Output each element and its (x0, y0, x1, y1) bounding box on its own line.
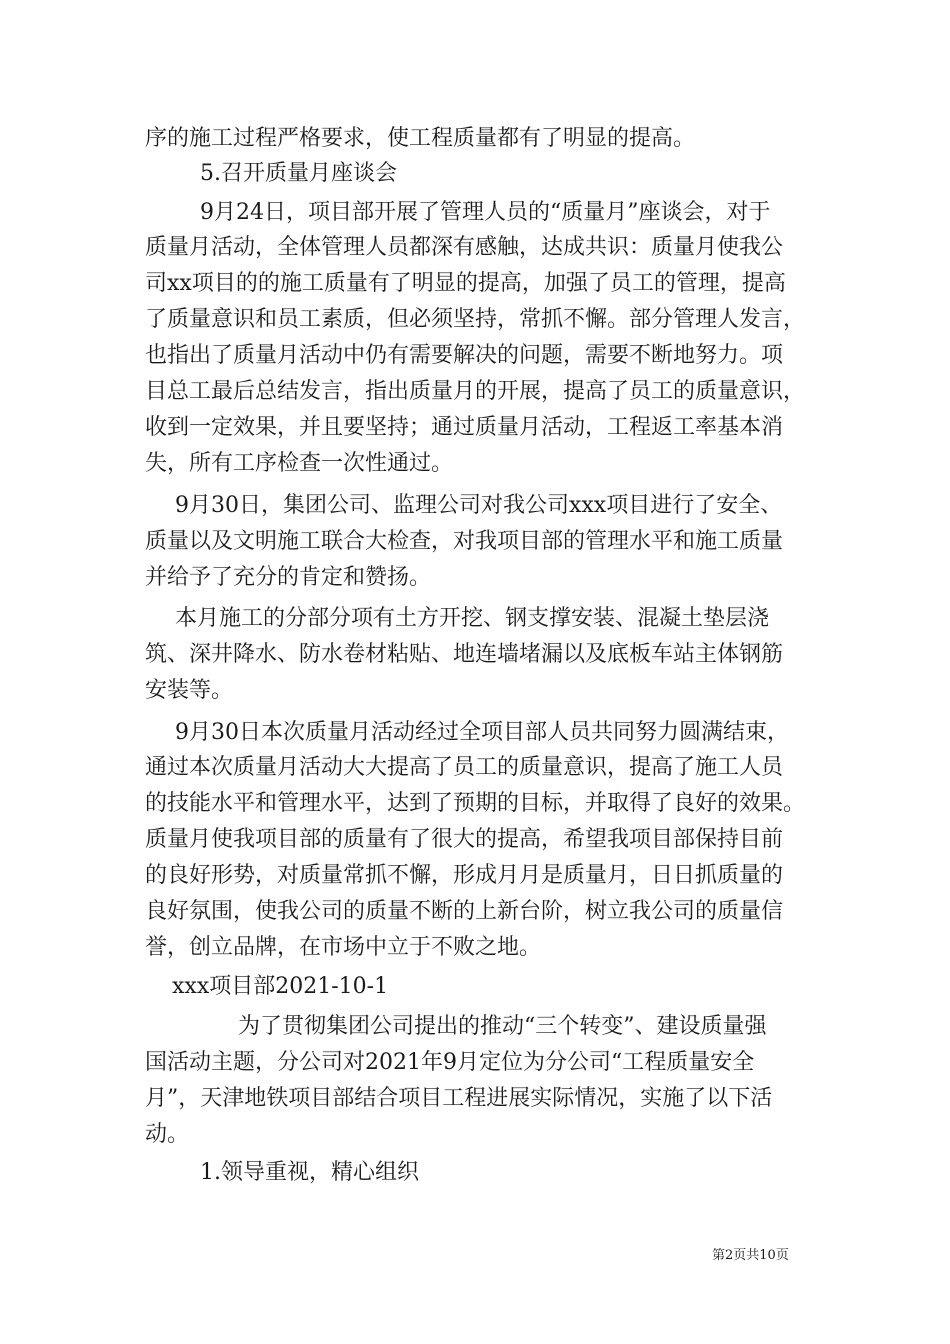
text-line: 司xx项目的的施工质量有了明显的提高，加强了员工的管理，提高 (145, 271, 786, 296)
text-line: 月”，天津地铁项目部结合项目工程进展实际情况，实施了以下活 (145, 1086, 773, 1111)
text-line: 良好氛围，使我公司的质量不断的上新台阶，树立我公司的质量信 (145, 899, 784, 924)
text-line: 质量月使我项目部的质量有了很大的提高，希望我项目部保持目前 (145, 827, 784, 852)
text-line: 通过本次质量月活动大大提高了员工的质量意识，提高了施工人员 (145, 755, 784, 780)
text-line: 了质量意识和员工素质，但必须坚持，常抓不懈。部分管理人发言， (145, 307, 806, 332)
text-line: 质量月活动，全体管理人员都深有感触，达成共识：质量月使我公 (145, 235, 784, 260)
text-line: 的良好形势，对质量常抓不懈，形成月月是质量月，日日抓质量的 (145, 863, 784, 888)
text-line: 安装等。 (145, 678, 234, 703)
text-line: 誉，创立品牌，在市场中立于不败之地。 (145, 935, 542, 960)
signature-line: xxx项目部2021-10-1 (172, 974, 389, 999)
text-line: 的技能水平和管理水平，达到了预期的目标，并取得了良好的效果。 (145, 791, 806, 816)
section-heading: 5.召开质量月座谈会 (200, 161, 397, 186)
text-line: 为了贯彻集团公司提出的推动“三个转变”、建设质量强 (238, 1014, 767, 1039)
text-line: 9月30日，集团公司、监理公司对我公司xxx项目进行了安全、 (175, 493, 783, 518)
text-line: 也指出了质量月活动中仍有需要解决的问题，需要不断地努力。项 (145, 343, 784, 368)
text-line: 质量以及文明施工联合大检查，对我项目部的管理水平和施工质量 (145, 529, 784, 554)
text-line: 本月施工的分部分项有土方开挖、钢支撑安装、混凝土垫层浇 (175, 606, 770, 631)
text-line: 9月24日，项目部开展了管理人员的“质量月”座谈会，对于 (200, 200, 771, 225)
text-line: 国活动主题，分公司对2021年9月定位为分公司“工程质量安全 (145, 1050, 755, 1075)
text-line: 序的施工过程严格要求，使工程质量都有了明显的提高。 (145, 126, 696, 151)
text-line: 9月30日本次质量月活动经过全项目部人员共同努力圆满结束， (175, 720, 789, 745)
text-line: 目总工最后总结发言，指出质量月的开展，提高了员工的质量意识， (145, 379, 806, 404)
page-number: 第2页共10页 (712, 1248, 789, 1263)
text-line: 并给予了充分的肯定和赞扬。 (145, 565, 432, 590)
text-line: 失，所有工序检查一次性通过。 (145, 451, 454, 476)
section-heading: 1.领导重视，精心组织 (200, 1160, 419, 1185)
text-line: 筑、深井降水、防水卷材粘贴、地连墙堵漏以及底板车站主体钢筋 (145, 642, 784, 667)
text-line: 动。 (145, 1122, 190, 1147)
text-line: 收到一定效果，并且要坚持；通过质量月活动，工程返工率基本消 (145, 415, 784, 440)
